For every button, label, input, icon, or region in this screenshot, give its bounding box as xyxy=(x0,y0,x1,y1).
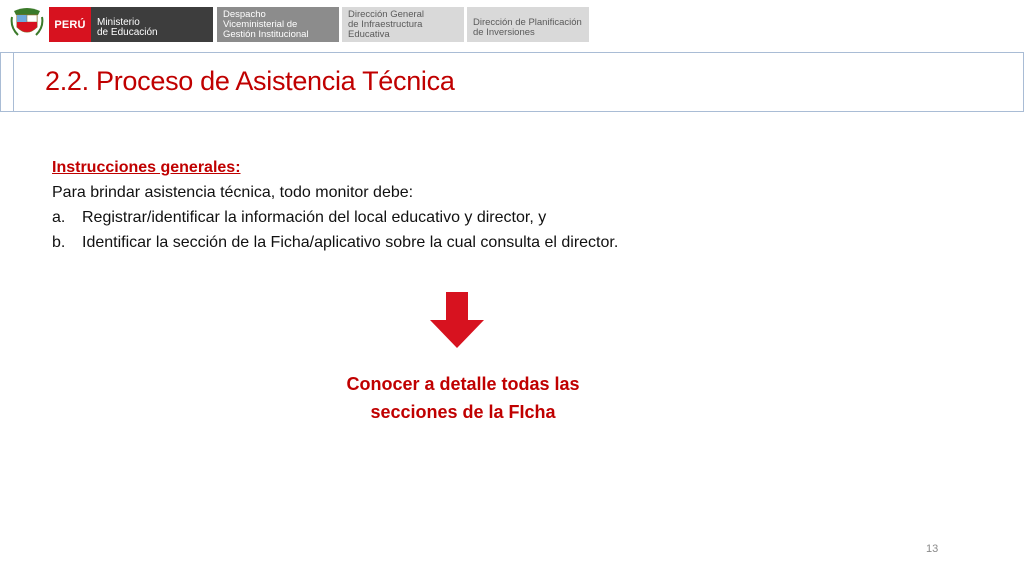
instructions-block xyxy=(52,155,932,255)
despacho-line: Despacho xyxy=(223,9,266,20)
page-number: 13 xyxy=(926,543,939,555)
infra-line: Dirección General xyxy=(348,9,425,20)
planif-line: de Inversiones xyxy=(473,27,535,38)
coat-of-arms-icon xyxy=(10,5,44,39)
ministry-segment xyxy=(91,7,213,42)
instructions-heading: Instrucciones generales: xyxy=(52,159,241,176)
infra-line: Educativa xyxy=(348,29,390,40)
despacho-line: Viceministerial de xyxy=(223,19,298,30)
conclusion-line: secciones de la FIcha xyxy=(370,402,556,422)
list-marker: b. xyxy=(52,234,66,251)
planificacion-segment xyxy=(467,7,589,42)
conclusion-line: Conocer a detalle todas las xyxy=(346,374,580,394)
list-marker: a. xyxy=(52,209,66,226)
list-item xyxy=(52,205,932,230)
planif-line: Dirección de Planificación xyxy=(473,17,582,28)
ministry-line: Ministerio xyxy=(97,17,140,28)
despacho-segment xyxy=(217,7,339,42)
list-item-text: Registrar/identificar la información del local educativo y director, y xyxy=(82,209,547,226)
ministry-line: de Educación xyxy=(97,27,158,38)
list-item-text: Identificar la sección de la Ficha/aplicativo sobre la cual consulta el director. xyxy=(82,234,619,251)
down-arrow-icon xyxy=(430,292,484,348)
infra-line: de Infraestructura xyxy=(348,19,423,30)
conclusion-text xyxy=(300,370,626,426)
slide-title: 2.2. Proceso de Asistencia Técnica xyxy=(45,66,455,96)
list-item xyxy=(52,230,932,255)
peru-label: PERÚ xyxy=(49,7,91,42)
infraestructura-segment xyxy=(342,7,464,42)
instructions-intro: Para brindar asistencia técnica, todo monitor debe: xyxy=(52,184,414,201)
despacho-line: Gestión Institucional xyxy=(223,29,309,40)
